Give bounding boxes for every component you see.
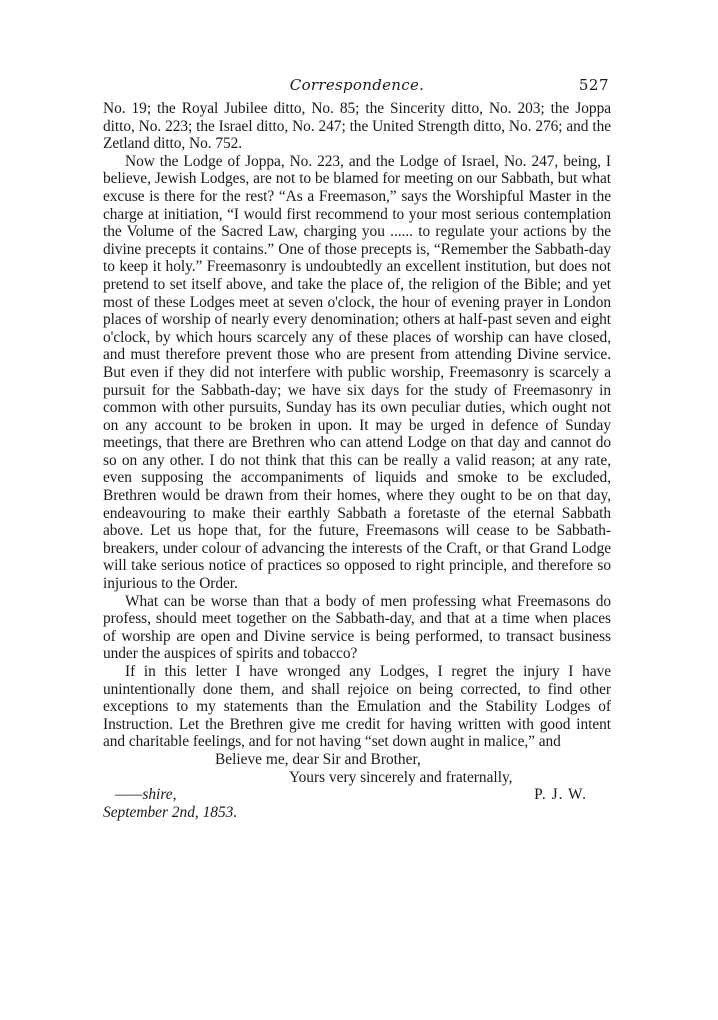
page-number: 527 xyxy=(578,76,609,94)
paragraph-continuation: No. 19; the Royal Jubilee ditto, No. 85; the Sincerity ditto, No. 203; the Joppa ditto, No. 223; the Israel ditto, No. 247; the United Strength ditto, No. 276; and the Zetland ditto, No. 752. xyxy=(103,100,611,153)
letter-body xyxy=(103,100,611,751)
closing-valediction: Yours very sincerely and fraternally, xyxy=(289,768,513,786)
page-header xyxy=(103,76,611,100)
paragraph-if-in-this-letter: If in this letter I have wronged any Lodges, I regret the injury I have unintentionally done them, and shall rejoice on being corrected, to find other exceptions to my statements than the Emulation and the Stability Lodges of Instruction. Let the Brethren give me credit for having written with good intent and charitable feelings, and for not having “set down aught in malice,” and xyxy=(103,663,611,751)
place-line: ——shire, xyxy=(115,786,177,804)
paragraph-sabbath-lodges: Now the Lodge of Joppa, No. 223, and the Lodge of Israel, No. 247, being, I believe, Jewish Lodges, are not to be blamed for meeting on our Sabbath, but what excuse is there for the rest? “As a Freemason,” says the Worshipful Master in the charge at initiation, “I would first recommend to your most serious contemplation the Volume of the Sacred Law, charging you ...... to regulate your actions by the divine precepts it contains.” One of those precepts is, “Remember the Sabbath-day to keep it holy.” Freemasonry is undoubtedly an excellent institution, but does not pretend to set itself above, and take the place of, the religion of the Bible; and yet most of these Lodges meet at seven o'clock, the hour of evening prayer in London places of worship of nearly every denomination; others at half-past seven and eight o'clock, by which hours scarcely any of these places of worship can have closed, and must therefore prevent those who are present from attending Divine service. But even if they did not interfere with public worship, Freemasonry is scarcely a pursuit for the Sabbath-day; we have six days for the study of Freemasonry in common with other pursuits, Sunday has its own peculiar duties, which ought not on any account to be broken in upon. It may be urged in defence of Sunday meetings, that there are Brethren who can attend Lodge on that day and cannot do so on any other. I do not think that this can be really a valid reason; at any rate, even supposing the accompaniments of liquids and smoke to be excluded, Brethren would be drawn from their homes, where they ought to be on that day, endeavouring to make their earthly Sabbath a foretaste of the eternal Sabbath above. Let us hope that, for the future, Freemasons will cease to be Sabbath-breakers, under colour of advancing the interests of the Craft, or that Grand Lodge will take serious notice of practices so opposed to right principle, and therefore so injurious to the Order. xyxy=(103,152,611,593)
paragraph-what-can-be-worse: What can be worse than that a body of men professing what Freemasons do profess, should meet together on the Sabbath-day, and that at a time when places of worship are open and Divine service is being performed, to transact business under the auspices of spirits and tobacco? xyxy=(103,592,611,663)
author-initials: P. J. W. xyxy=(534,786,587,804)
running-title: Correspondence. xyxy=(289,76,425,94)
signature-row xyxy=(103,786,611,804)
document-page xyxy=(103,76,611,821)
closing-salutation: Believe me, dear Sir and Brother, xyxy=(215,750,421,768)
letter-date: September 2nd, 1853. xyxy=(103,803,238,821)
